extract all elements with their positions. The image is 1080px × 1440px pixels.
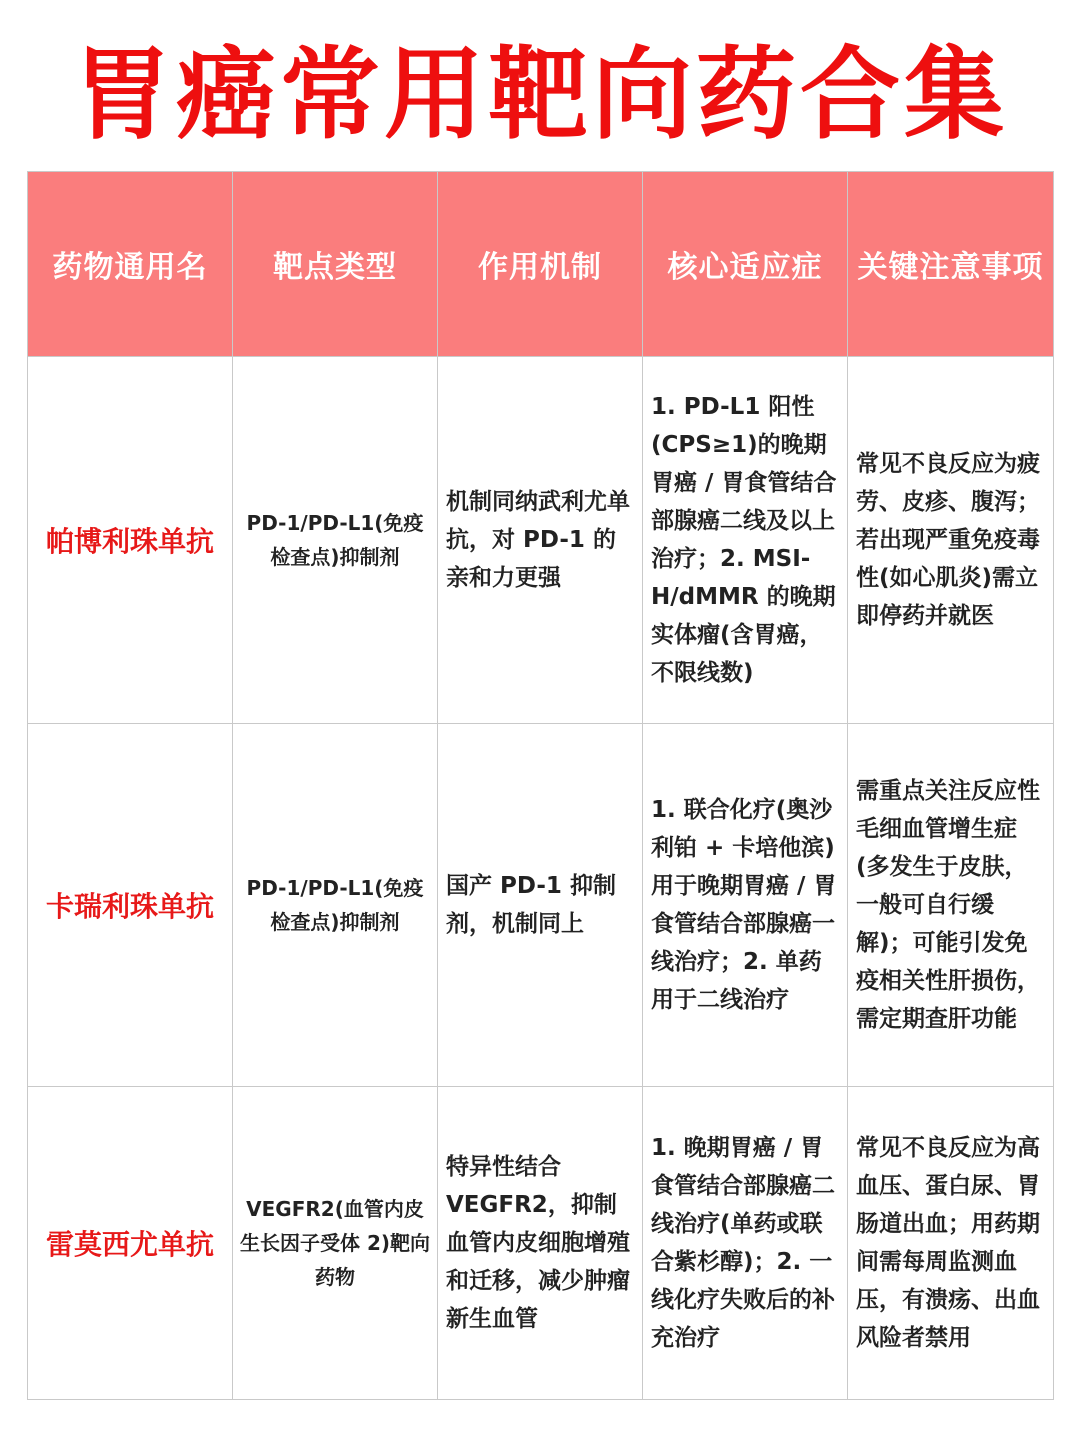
note-cell	[848, 357, 1054, 724]
header-target-type: 靶点类型	[233, 172, 438, 357]
mechanism-text: 国产 PD-1 抑制剂，机制同上	[446, 873, 616, 937]
header-indication: 核心适应症	[643, 172, 848, 357]
header-key-notes: 关键注意事项	[848, 172, 1054, 357]
target-cell	[233, 724, 438, 1087]
target-text: PD-1/PD-L1(免疫检查点)抑制剂	[246, 511, 424, 569]
mechanism-cell	[438, 724, 643, 1087]
drug-name-cell: 雷莫西尤单抗	[28, 1087, 233, 1400]
note-cell	[848, 724, 1054, 1087]
indication-cell	[643, 357, 848, 724]
target-cell	[233, 1087, 438, 1400]
mechanism-cell	[438, 357, 643, 724]
mechanism-text: 特异性结合 VEGFR2，抑制血管内皮细胞增殖和迁移，减少肿瘤新生血管	[446, 1154, 630, 1332]
header-drug-name: 药物通用名	[28, 172, 233, 357]
indication-text: 1. PD-L1 阳性(CPS≥1)的晚期胃癌 / 胃食管结合部腺癌二线及以上治疗；2. MSI-H/dMMR 的晚期实体瘤(含胃癌，不限线数)	[651, 394, 837, 686]
table-header-row	[28, 172, 1054, 357]
mechanism-cell	[438, 1087, 643, 1400]
indication-cell	[643, 724, 848, 1087]
note-cell	[848, 1087, 1054, 1400]
drug-name-cell: 帕博利珠单抗	[28, 357, 233, 724]
note-text: 需重点关注反应性毛细血管增生症(多发生于皮肤，一般可自行缓解)；可能引发免疫相关性肝损伤，需定期查肝功能	[856, 778, 1040, 1032]
indication-text: 1. 联合化疗(奥沙利铂 + 卡培他滨)用于晚期胃癌 / 胃食管结合部腺癌一线治疗；2. 单药用于二线治疗	[651, 797, 837, 1013]
header-mechanism: 作用机制	[438, 172, 643, 357]
drug-table	[27, 171, 1054, 1400]
table-row	[28, 1087, 1054, 1400]
table-row	[28, 357, 1054, 724]
mechanism-text: 机制同纳武利尤单抗，对 PD-1 的亲和力更强	[446, 489, 630, 591]
note-text: 常见不良反应为疲劳、皮疹、腹泻；若出现严重免疫毒性(如心肌炎)需立即停药并就医	[856, 451, 1040, 629]
drug-name-cell: 卡瑞利珠单抗	[28, 724, 233, 1087]
target-cell	[233, 357, 438, 724]
table-row	[28, 724, 1054, 1087]
page-title: 胃癌常用靶向药合集	[72, 36, 1008, 153]
target-text: PD-1/PD-L1(免疫检查点)抑制剂	[246, 876, 424, 934]
indication-text: 1. 晚期胃癌 / 胃食管结合部腺癌二线治疗(单药或联合紫杉醇)；2. 一线化疗失败后的补充治疗	[651, 1135, 835, 1351]
note-text: 常见不良反应为高血压、蛋白尿、胃肠道出血；用药期间需每周监测血压，有溃疡、出血风险者禁用	[856, 1135, 1040, 1351]
target-text: VEGFR2(血管内皮生长因子受体 2)靶向药物	[239, 1197, 431, 1289]
indication-cell	[643, 1087, 848, 1400]
